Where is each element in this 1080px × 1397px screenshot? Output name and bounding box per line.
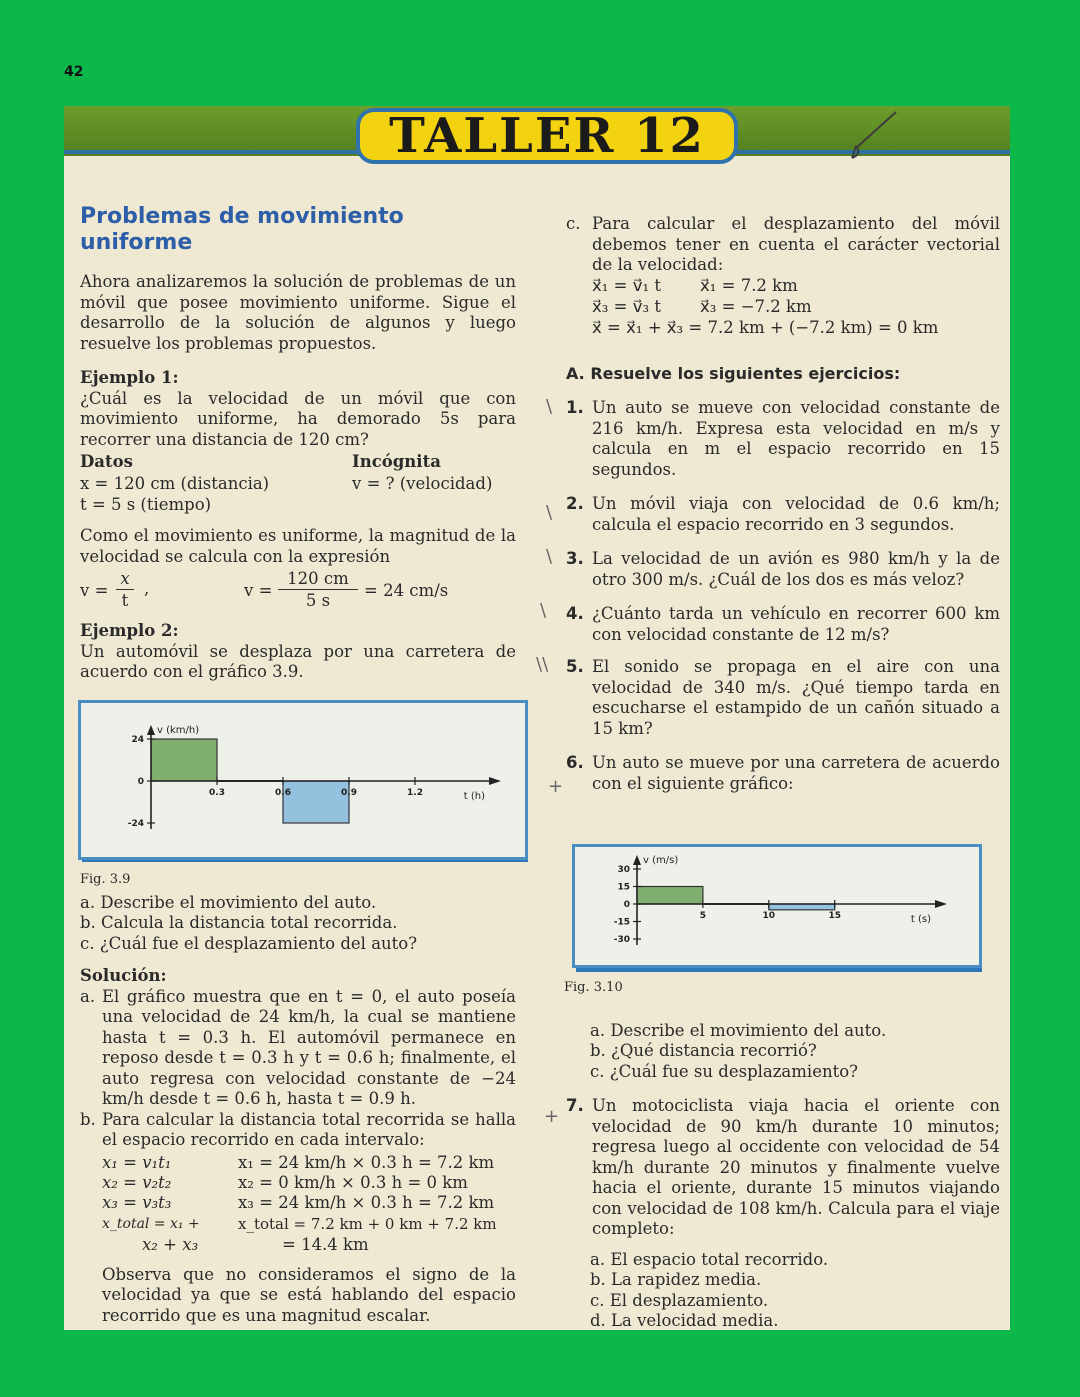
exercise-2-number: 2. (566, 494, 584, 513)
section-a-heading: A. Resuelve los siguientes ejercicios: (566, 363, 901, 383)
exercise-3-text: La velocidad de un avión es 980 km/h y la de otro 300 m/s. ¿Cuál de los dos es más veloz? (592, 549, 1000, 589)
chart-y-tick-label: -30 (613, 935, 630, 945)
left-column (80, 204, 516, 683)
ex6-question-b: b. ¿Qué distancia recorrió? (590, 1041, 817, 1060)
chart-bar-segment (637, 887, 703, 905)
exercise-6 (566, 753, 1000, 794)
exercise-3 (566, 549, 1000, 590)
vec-total: x⃗ = x⃗₁ + x⃗₃ = 7.2 km + (−7.2 km) = 0 km (592, 317, 939, 337)
eq-left-1: x₁ = v₁t₁ (102, 1152, 172, 1172)
formula-block (80, 567, 516, 613)
vec-row-1-right: x⃗₁ = 7.2 km (700, 275, 798, 295)
exercise-7-number: 7. (566, 1096, 584, 1115)
fig-3-9-caption: Fig. 3.9 (80, 872, 131, 887)
solution-heading: Solución: (80, 966, 167, 985)
equations-block (80, 1151, 516, 1257)
figure-3-10 (572, 844, 982, 968)
chart-y-tick-label: 24 (131, 735, 144, 745)
pencil-mark-icon: \ (546, 546, 553, 567)
example2-question-a: a. Describe el movimiento del auto. (80, 892, 377, 912)
exercise-3-number: 3. (566, 549, 584, 568)
example1-question: ¿Cuál es la velocidad de un móvil que con movimiento uniforme, ha demorado 5s para recorrer una distancia de 120 cm? (80, 388, 516, 449)
chart-x-tick-label: 0.6 (275, 788, 291, 798)
eq-right-4: x_total = 7.2 km + 0 km + 7.2 km (238, 1214, 497, 1233)
exercise-4 (566, 604, 1000, 645)
ex7-question-d: d. La velocidad media. (590, 1311, 779, 1330)
vec-row-2-left: x⃗₃ = v⃗₃ t (592, 296, 661, 316)
exercise-6-number: 6. (566, 753, 584, 772)
exercise-5-number: 5. (566, 657, 584, 676)
chart-x-tick-label: 1.2 (407, 788, 423, 798)
section-title (80, 204, 516, 256)
dato-time: t = 5 s (tiempo) (80, 495, 212, 514)
pencil-mark-icon: \ (540, 600, 547, 621)
example2-question-c: c. ¿Cuál fue el desplazamiento del auto? (80, 933, 418, 953)
chart-bar-segment (769, 904, 835, 910)
chart-x-arrow (935, 900, 947, 908)
example1-heading: Ejemplo 1: (80, 368, 179, 387)
figure-3-10-chart (575, 847, 979, 965)
exercise-1-number: 1. (566, 398, 584, 417)
solution-a-label: a. (80, 986, 96, 1006)
calc-result: = 24 cm/s (364, 581, 449, 600)
calc-v: v = (244, 581, 273, 600)
solution-b-label: b. (80, 1109, 96, 1129)
chart-x-tick-label: 10 (762, 911, 776, 921)
chart-x-axis-label: t (s) (910, 914, 931, 925)
chart-y-tick-label: 0 (623, 900, 630, 910)
chart-y-arrow (633, 855, 641, 865)
right-column (566, 214, 1000, 794)
ex7-question-c: c. El desplazamiento. (590, 1290, 769, 1310)
pencil-check-icon (844, 110, 904, 162)
exercise-6-text: Un auto se mueve por una carretera de acuerdo con el siguiente gráfico: (592, 753, 1000, 793)
exercise-1 (566, 398, 1000, 480)
pencil-mark-icon: \ (546, 396, 553, 417)
left-column-lower (80, 870, 516, 1326)
page (64, 106, 1010, 1330)
solution-note: Observa que no consideramos el signo de la velocidad ya que se está hablando del espacio recorrido que es una magnitud escalar. (102, 1264, 516, 1325)
vec-row-2-right: x⃗₃ = −7.2 km (700, 296, 812, 316)
part-c-text: Para calcular el desplazamiento del móvil debemos tener en cuenta el carácter vectorial de la velocidad: (592, 214, 1000, 274)
incognita-label: Incógnita (352, 452, 441, 471)
ex6-question-a: a. Describe el movimiento del auto. (590, 1020, 887, 1040)
figure-3-9 (78, 700, 528, 860)
solution-b-text: Para calcular la distancia total recorrida se halla el espacio recorrido en cada intervalo: (102, 1109, 516, 1149)
chart-bar-segment (283, 781, 349, 823)
exercise-4-text: ¿Cuánto tarda un vehículo en recorrer 600 km con velocidad constante de 12 m/s? (592, 604, 1000, 644)
chart-y-axis-label: v (km/h) (157, 725, 200, 736)
example2-question-b: b. Calcula la distancia total recorrida. (80, 913, 398, 932)
chart-x-tick-label: 0.3 (209, 788, 225, 798)
exercise-4-number: 4. (566, 604, 584, 623)
chart-y-tick-label: 15 (617, 882, 630, 893)
exercise-7-text: Un motociclista viaja hacia el oriente con velocidad de 90 km/h durante 10 minutos; regresa luego al occidente con velocidad de 54 km/h durante 20 minutos y finalmente vuelve hacia el oriente, durante 15 minutos viajando con velocidad de 108 km/h. Calcula para el viaje completo: (592, 1096, 1000, 1238)
exercise-7 (564, 1096, 1000, 1240)
example2-text: Un automóvil se desplaza por una carretera de acuerdo con el gráfico 3.9. (80, 641, 516, 681)
formula-num: x (120, 569, 130, 588)
section-title-line-2: uniforme (80, 230, 193, 255)
ex7-question-a: a. El espacio total recorrido. (590, 1249, 829, 1269)
example2-heading: Ejemplo 2: (80, 621, 179, 640)
chart-x-axis-label: t (h) (463, 791, 485, 802)
figure-3-9-chart (81, 703, 525, 857)
formula-den: t (121, 591, 129, 610)
dato-distance: x = 120 cm (distancia) (80, 474, 270, 493)
chart-y-axis-label: v (m/s) (643, 855, 679, 866)
pencil-mark-icon: \\ (536, 654, 549, 675)
section-title-line-1: Problemas de movimiento (80, 204, 404, 229)
ex6-question-c: c. ¿Cuál fue su desplazamiento? (590, 1061, 858, 1081)
pencil-plus-icon: + (548, 776, 564, 797)
pencil-plus-icon: + (544, 1106, 560, 1127)
ex7-question-b: b. La rapidez media. (590, 1270, 762, 1289)
chart-x-arrow (489, 777, 501, 785)
eq-right-3: x₃ = 24 km/h × 0.3 h = 7.2 km (238, 1192, 495, 1212)
pencil-mark-icon: \ (546, 502, 553, 523)
part-c-label: c. (566, 214, 581, 233)
vector-block (566, 276, 1000, 340)
eq-right-1: x₁ = 24 km/h × 0.3 h = 7.2 km (238, 1152, 495, 1172)
right-column-lower (564, 978, 1000, 1330)
eq-left-4: x_total = x₁ + (102, 1215, 200, 1232)
chart-x-tick-label: 0.9 (341, 788, 357, 798)
chart-y-tick-label: 0 (137, 777, 144, 787)
example1-explain: Como el movimiento es uniforme, la magnitud de la velocidad se calcula con la expresión (80, 526, 516, 566)
exercise-2-text: Un móvil viaja con velocidad de 0.6 km/h; calcula el espacio recorrido en 3 segundos. (592, 494, 1000, 534)
eq-right-2: x₂ = 0 km/h × 0.3 h = 0 km (238, 1172, 468, 1192)
calc-den: 5 s (305, 591, 331, 610)
incognita-velocity: v = ? (velocidad) (352, 474, 493, 493)
chart-bar-segment (151, 739, 217, 781)
vec-row-1-left: x⃗₁ = v⃗₁ t (592, 275, 661, 295)
datos-label: Datos (80, 452, 133, 471)
chart-x-tick-label: 5 (699, 911, 707, 921)
calc-num: 120 cm (287, 569, 349, 588)
page-number: 42 (64, 64, 84, 80)
exercise-2 (566, 494, 1000, 535)
formula-v: v = (80, 581, 109, 600)
chart-y-tick-label: -15 (613, 917, 630, 928)
chart-y-tick-label: -24 (127, 819, 144, 829)
exercise-1-text: Un auto se mueve con velocidad constante de 216 km/h. Expresa esta velocidad en m/s y calcula en m el espacio recorrido en 15 segundos. (592, 398, 1000, 479)
eq-right-5: = 14.4 km (282, 1234, 369, 1254)
page-title: TALLER 12 (389, 108, 705, 164)
fig-3-10-caption: Fig. 3.10 (564, 980, 623, 995)
eq-left-5: x₂ + x₃ (142, 1234, 199, 1254)
eq-left-2: x₂ = v₂t₂ (102, 1172, 172, 1192)
formula-comma: , (144, 579, 150, 598)
exercise-5 (566, 657, 1000, 739)
solution-a-text: El gráfico muestra que en t = 0, el auto poseía una velocidad de 24 km/h, la cual se mantiene hasta t = 0.3 h. El automóvil permanece en reposo desde t = 0.3 h y t = 0.6 h; finalmente, el auto regresa con velocidad constante de −24 km/h desde t = 0.6 h, hasta t = 0.9 h. (102, 986, 516, 1108)
chart-y-tick-label: 30 (617, 865, 630, 875)
chart-x-tick-label: 15 (828, 911, 841, 921)
exercise-5-text: El sonido se propaga en el aire con una velocidad de 340 m/s. ¿Qué tiempo tarda en escucharse el estampido de un cañón situado a 15 km? (592, 657, 1000, 738)
title-box (356, 108, 738, 164)
chart-y-arrow (147, 725, 155, 735)
eq-left-3: x₃ = v₃t₃ (102, 1192, 172, 1212)
intro-text: Ahora analizaremos la solución de problemas de un móvil que posee movimiento uniforme. Sigue el desarrollo de la solución de algunos y luego resuelve los problemas propuestos. (80, 272, 516, 353)
